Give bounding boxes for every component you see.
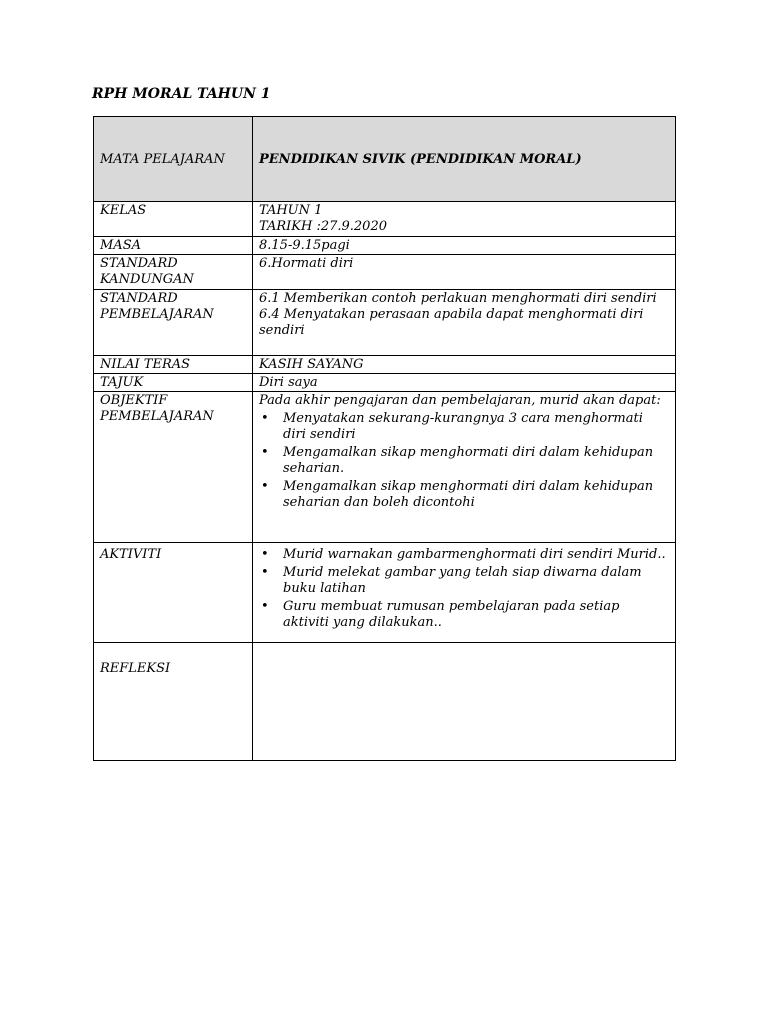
- kelas-tarikh: TARIKH :27.9.2020: [259, 219, 387, 234]
- standard-pembelajaran-6-1: 6.1 Memberikan contoh perlakuan menghormati diri sendiri: [259, 291, 657, 306]
- row-aktiviti: [94, 543, 676, 643]
- label-aktiviti: AKTIVITI: [94, 543, 253, 643]
- aktiviti-item-text: Guru membuat rumusan pembelajaran pada setiap aktiviti yang dilakukan..: [283, 599, 620, 630]
- list-item: [259, 565, 669, 597]
- label-standard-pembelajaran-line1: STANDARD: [100, 291, 178, 306]
- row-nilai-teras: [94, 356, 676, 374]
- bullet-icon: •: [261, 599, 269, 614]
- value-refleksi: [253, 643, 676, 761]
- value-standard-kandungan: 6.Hormati diri: [253, 255, 676, 290]
- value-masa: 8.15-9.15pagi: [253, 237, 676, 255]
- label-objektif-pembelajaran: [94, 392, 253, 543]
- label-masa: MASA: [94, 237, 253, 255]
- label-nilai-teras: NILAI TERAS: [94, 356, 253, 374]
- aktiviti-list: [259, 547, 669, 631]
- list-item: [259, 547, 669, 563]
- list-item: [259, 479, 669, 511]
- objektif-item-text: Mengamalkan sikap menghormati diri dalam kehidupan seharian.: [283, 445, 654, 476]
- aktiviti-item-text: Murid warnakan gambarmenghormati diri sendiri Murid..: [283, 547, 666, 562]
- label-mata-pelajaran: MATA PELAJARAN: [94, 117, 253, 202]
- row-objektif-pembelajaran: [94, 392, 676, 543]
- rph-table: [93, 116, 676, 761]
- kelas-tahun: TAHUN 1: [259, 203, 323, 218]
- label-standard-pembelajaran: [94, 290, 253, 356]
- objektif-item-text: Menyatakan sekurang-kurangnya 3 cara menghormati diri sendiri: [283, 411, 643, 442]
- label-objektif-line1: OBJEKTIF: [100, 393, 168, 408]
- objektif-list: [259, 411, 669, 511]
- bullet-icon: •: [261, 547, 269, 562]
- row-standard-kandungan: [94, 255, 676, 290]
- standard-pembelajaran-6-4: 6.4 Menyatakan perasaan apabila dapat menghormati diri sendiri: [259, 307, 644, 338]
- bullet-icon: •: [261, 565, 269, 580]
- row-standard-pembelajaran: [94, 290, 676, 356]
- label-standard-kandungan-line2: KANDUNGAN: [100, 272, 194, 287]
- bullet-icon: •: [261, 411, 269, 426]
- row-masa: [94, 237, 676, 255]
- label-standard-pembelajaran-line2: PEMBELAJARAN: [100, 307, 214, 322]
- label-standard-kandungan: [94, 255, 253, 290]
- bullet-icon: •: [261, 445, 269, 460]
- value-standard-pembelajaran: [253, 290, 676, 356]
- label-refleksi: REFLEKSI: [94, 643, 253, 761]
- bullet-icon: •: [261, 479, 269, 494]
- label-standard-kandungan-line1: STANDARD: [100, 256, 178, 271]
- objektif-intro: Pada akhir pengajaran dan pembelajaran, murid akan dapat:: [259, 393, 661, 408]
- list-item: [259, 411, 669, 443]
- list-item: [259, 445, 669, 477]
- label-kelas: KELAS: [94, 202, 253, 237]
- row-mata-pelajaran: [94, 117, 676, 202]
- value-nilai-teras: KASIH SAYANG: [253, 356, 676, 374]
- value-aktiviti: [253, 543, 676, 643]
- row-refleksi: [94, 643, 676, 761]
- value-objektif-pembelajaran: [253, 392, 676, 543]
- page-title: RPH MORAL TAHUN 1: [92, 86, 271, 102]
- value-mata-pelajaran: PENDIDIKAN SIVIK (PENDIDIKAN MORAL): [253, 117, 676, 202]
- row-tajuk: [94, 374, 676, 392]
- list-item: [259, 599, 669, 631]
- row-kelas: [94, 202, 676, 237]
- value-tajuk: Diri saya: [253, 374, 676, 392]
- label-tajuk: TAJUK: [94, 374, 253, 392]
- objektif-item-text: Mengamalkan sikap menghormati diri dalam kehidupan seharian dan boleh dicontohi: [283, 479, 654, 510]
- aktiviti-item-text: Murid melekat gambar yang telah siap diwarna dalam buku latihan: [283, 565, 642, 596]
- value-kelas: [253, 202, 676, 237]
- label-objektif-line2: PEMBELAJARAN: [100, 409, 214, 424]
